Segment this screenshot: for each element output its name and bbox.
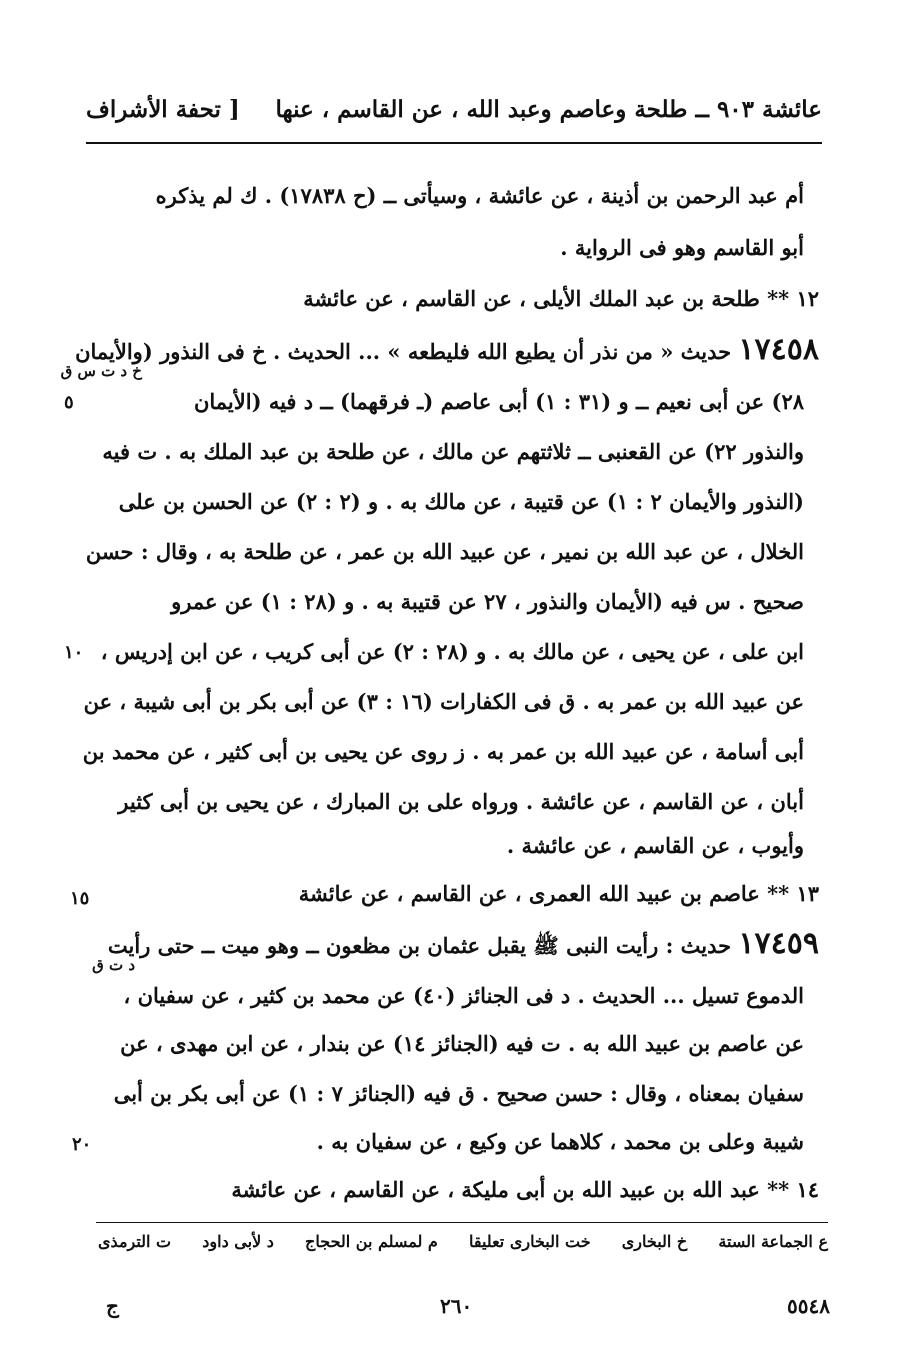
header-book-title: [ تحفة الأشراف (86, 96, 240, 123)
text-line: أم عبد الرحمن بن أذينة ، عن عائشة ، وسيأتى ــ (ح ١٧٨٣٨) . ك لم يذكره (155, 183, 804, 208)
hadith-text: حديث « من نذر أن يطيع الله فليطعه » ... الحديث . خ فى النذور (والأيمان (75, 339, 732, 364)
header-rule (86, 142, 822, 144)
margin-line-number: ١٠ (64, 642, 84, 663)
text-line: عن عاصم بن عبيد الله به . ت فيه (الجنائز ١٤) عن بندار ، عن ابن مهدى ، عن (120, 1031, 804, 1056)
legend-item: خ البخارى (621, 1232, 688, 1251)
section-heading: ١٣ ** عاصم بن عبيد الله العمرى ، عن القاسم ، عن عائشة (298, 881, 819, 906)
margin-line-number: ٢٠ (72, 1134, 92, 1155)
running-header (86, 90, 822, 132)
text-line: وأيوب ، عن القاسم ، عن عائشة . (506, 833, 804, 858)
header-title: عائشة ٩٠٣ ــ طلحة وعاصم وعبد الله ، عن القاسم ، عنها (275, 96, 822, 123)
text-line: أبان ، عن القاسم ، عن عائشة . ورواه على بن المبارك ، عن يحيى بن أبى كثير (118, 789, 804, 814)
sigla-label: خ د ت س ق (60, 362, 142, 380)
text-line: شيبة وعلى بن محمد ، كلاهما عن وكيع ، عن سفيان به . (316, 1129, 804, 1154)
text-line: عن عبيد الله بن عمر به . ق فى الكفارات (١٦ : ٣) عن أبى بكر بن أبى شيبة ، عن (83, 689, 804, 714)
text-line: صحيح . س فيه (الأيمان والنذور ، ٢٧ عن قتيبة به . و (٢٨ : ١) عن عمرو (171, 589, 804, 614)
hadith-line (107, 926, 819, 961)
hadith-text: حديث : رأيت النبى ﷺ يقبل عثمان بن مظعون ــ وهو ميت ــ حتى رأيت (107, 933, 732, 958)
legend-item: م لمسلم بن الحجاج (305, 1232, 438, 1251)
text-line: (النذور والأيمان ٢ : ١) عن قتيبة ، عن مالك به . و (٢ : ٢) عن الحسن بن على (118, 489, 804, 514)
footnote-rule (96, 1222, 828, 1223)
legend-item: ع الجماعة الستة (718, 1232, 828, 1251)
signature-mark: ج (106, 1294, 119, 1318)
legend-item: ت الترمذى (98, 1232, 172, 1251)
margin-line-number: ١٥ (70, 888, 90, 909)
sigla-legend (98, 1232, 828, 1262)
legend-item: د لأبى داود (202, 1232, 274, 1251)
sigla-label: د ت ق (92, 956, 135, 974)
text-line: ٢٨) عن أبى نعيم ــ و (٣١ : ١) أبى عاصم (ـ فرقهما) ــ د فيه (الأيمان (193, 389, 804, 414)
section-heading: ١٢ ** طلحة بن عبد الملك الأيلى ، عن القاسم ، عن عائشة (303, 286, 819, 311)
section-heading: ١٤ ** عبد الله بن عبيد الله بن أبى مليكة ، عن القاسم ، عن عائشة (231, 1177, 819, 1202)
hadith-number: ١٧٤٥٩ (738, 926, 819, 961)
text-line: ابن على ، عن يحيى ، عن مالك به . و (٢٨ : ٢) عن أبى كريب ، عن ابن إدريس ، (100, 639, 804, 664)
page-number: ٢٦٠ (440, 1294, 473, 1318)
hadith-number: ١٧٤٥٨ (738, 332, 819, 367)
legend-item: خت البخارى تعليقا (468, 1232, 591, 1251)
hadith-line (75, 332, 819, 367)
text-line: سفيان بمعناه ، وقال : حسن صحيح . ق فيه (الجنائز ٧ : ١) عن أبى بكر بن أبى (113, 1081, 804, 1106)
text-line: الدموع تسيل ... الحديث . د فى الجنائز (٤٠) عن محمد بن كثير ، عن سفيان ، (123, 983, 804, 1008)
volume-page-number: ٥٥٤٨ (787, 1294, 830, 1318)
text-line: أبو القاسم وهو فى الرواية . (560, 235, 804, 260)
text-line: أبى أسامة ، عن عبيد الله بن عمر به . ز روى عن يحيى بن أبى كثير ، عن محمد بن (82, 739, 804, 764)
text-line: والنذور ٢٢) عن القعنبى ــ ثلاثتهم عن مالك ، عن طلحة بن عبد الملك به . ت فيه (102, 439, 804, 464)
margin-line-number: ٥ (64, 392, 74, 413)
text-line: الخلال ، عن عبد الله بن نمير ، عن عبيد الله بن عمر ، عن طلحة به ، وقال : حسن (85, 539, 804, 564)
